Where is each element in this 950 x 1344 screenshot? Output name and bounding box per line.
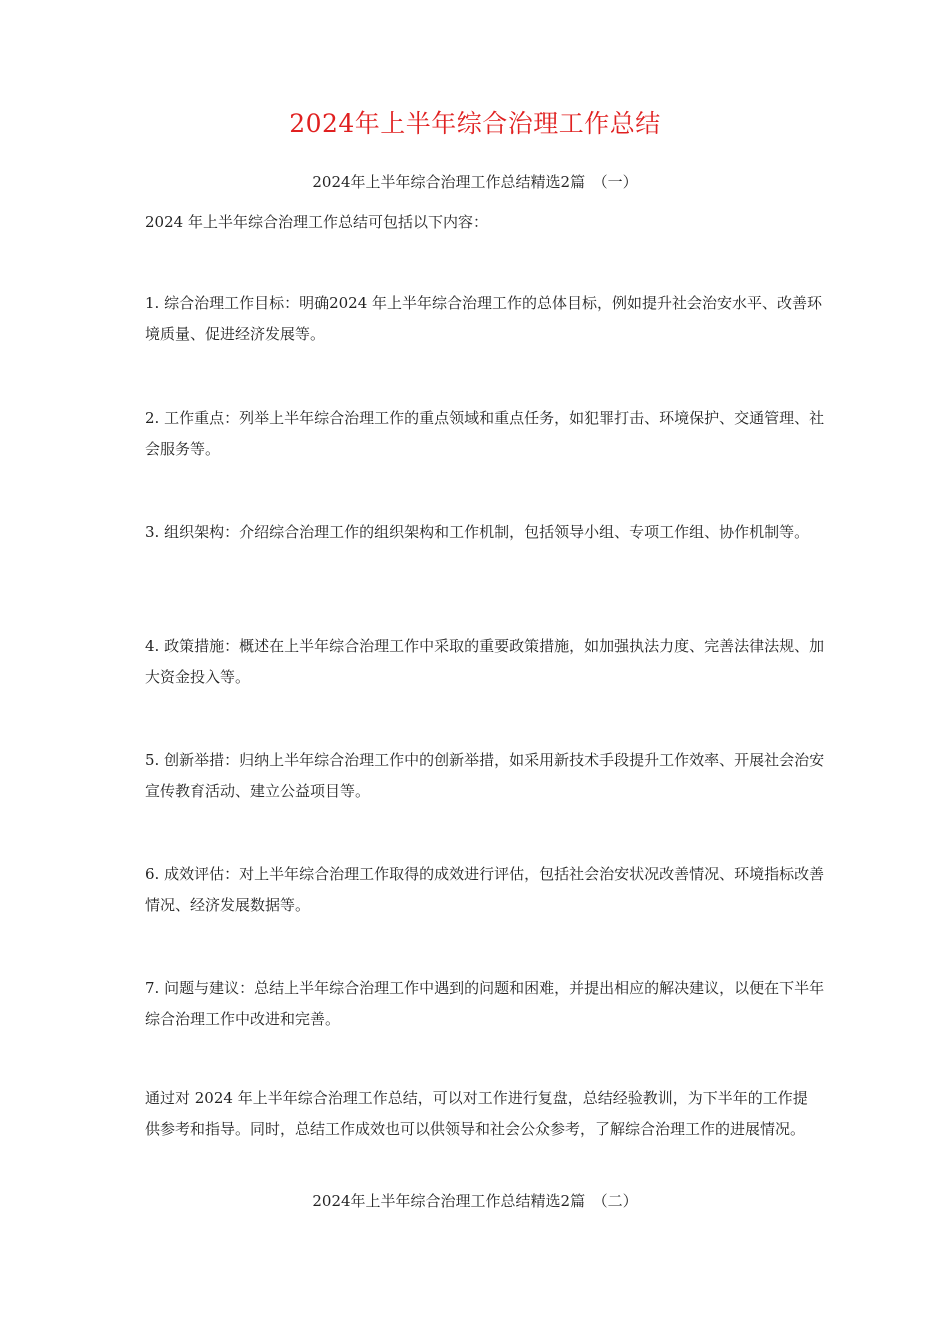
list-item-focus: 2. 工作重点：列举上半年综合治理工作的重点领域和重点任务，如犯罪打击、环境保护、交通管理、社会服务等。	[145, 409, 825, 458]
document-title: 2024年上半年综合治理工作总结	[289, 109, 661, 138]
list-item-policy: 4. 政策措施：概述在上半年综合治理工作中采取的重要政策措施，如加强执法力度、完善法律法规、加大资金投入等。	[145, 637, 825, 686]
intro-paragraph: 2024 年上半年综合治理工作总结可包括以下内容：	[145, 213, 488, 231]
section-heading-2: 2024年上半年综合治理工作总结精选2篇 （二）	[312, 1192, 638, 1210]
list-item-problems: 7. 问题与建议：总结上半年综合治理工作中遇到的问题和困难，并提出相应的解决建议，以便在下半年综合治理工作中改进和完善。	[145, 979, 825, 1028]
section-heading-1: 2024年上半年综合治理工作总结精选2篇 （一）	[312, 173, 638, 191]
list-item-organization: 3. 组织架构：介绍综合治理工作的组织架构和工作机制，包括领导小组、专项工作组、协作机制等。	[145, 523, 810, 541]
list-item-innovation: 5. 创新举措：归纳上半年综合治理工作中的创新举措，如采用新技术手段提升工作效率、开展社会治安宣传教育活动、建立公益项目等。	[145, 751, 825, 800]
list-item-goals: 1. 综合治理工作目标：明确2024 年上半年综合治理工作的总体目标，例如提升社会治安水平、改善环境质量、促进经济发展等。	[145, 294, 823, 343]
conclusion-paragraph: 通过对 2024 年上半年综合治理工作总结，可以对工作进行复盘，总结经验教训，为下半年的工作提供参考和指导。同时，总结工作成效也可以供领导和社会公众参考，了解综合治理工作的进展情况。	[145, 1089, 808, 1138]
list-item-evaluation: 6. 成效评估：对上半年综合治理工作取得的成效进行评估，包括社会治安状况改善情况、环境指标改善情况、经济发展数据等。	[145, 865, 825, 914]
